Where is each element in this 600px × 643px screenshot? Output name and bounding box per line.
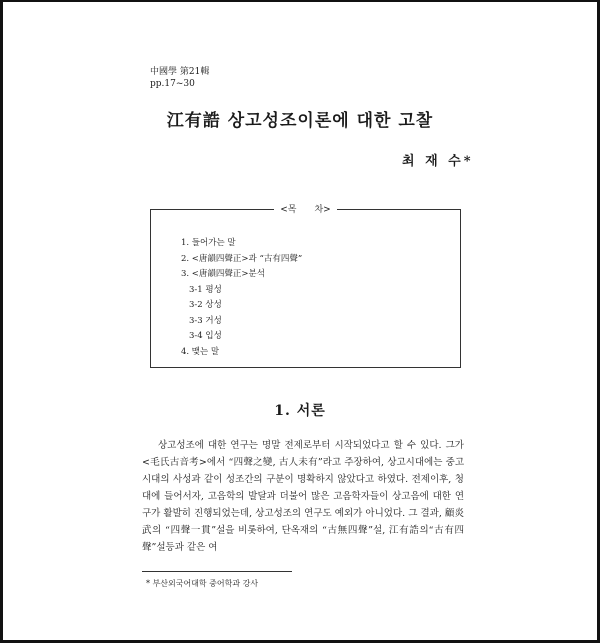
toc-subitem: 3-3 거성 (189, 315, 222, 326)
paper-title: 江有誥 상고성조이론에 대한 고찰 (166, 111, 434, 131)
toc-item: 1. 들어가는 말 (181, 238, 236, 248)
toc-subitem: 3-1 평성 (189, 284, 222, 295)
journal-pages: pp.17~30 (150, 79, 195, 89)
toc-item: 4. 맺는 말 (181, 346, 220, 357)
toc-heading-label: <목 차> (274, 205, 336, 215)
toc-list (181, 236, 302, 360)
table-of-contents (150, 205, 461, 368)
toc-heading (151, 202, 460, 215)
scan-border-top (0, 0, 600, 2)
toc-subitem: 3-4 입성 (189, 331, 222, 341)
scan-border-left (0, 0, 3, 643)
footnote-divider (142, 571, 292, 572)
toc-subitem: 3-2 상성 (189, 300, 222, 310)
body-paragraph: 상고성조에 대한 연구는 명말 전제로부터 시작되었다고 할 수 있다. 그가 <毛氏古音考>에서 “四聲之變, 古人未有”라고 주장하여, 상고시대에는 중고시대의 사성과 같이 성조간의 구분이 명확하지 않았다고 하였다. 전제이후, 청대에 들어서자, 고음학의 발달과 더불어 많은 고음학자들이 상고음에 대한 연구가 활발히 진행되었는데, 상고성조의 연구도 예외가 아니었다. 그 결과, 顧炎武의 “四聲一貫”설을 비롯하여, 단옥재의 “古無四聲”설, 江有誥의“古有四聲”설등과 같은 여 (142, 440, 464, 553)
journal-name: 中國學 第21輯 (150, 67, 210, 77)
footnote: * 부산외국어대학 중어학과 강사 (146, 579, 259, 588)
section-heading: 1. 서론 (274, 403, 326, 419)
toc-item: 2. <唐韻四聲正>과 “古有四聲” (181, 253, 303, 264)
journal-info (150, 66, 209, 90)
body-text (142, 437, 464, 556)
toc-item: 3. <唐韻四聲正>분석 (181, 269, 265, 279)
paper-author: 최 재 수* (402, 154, 474, 169)
